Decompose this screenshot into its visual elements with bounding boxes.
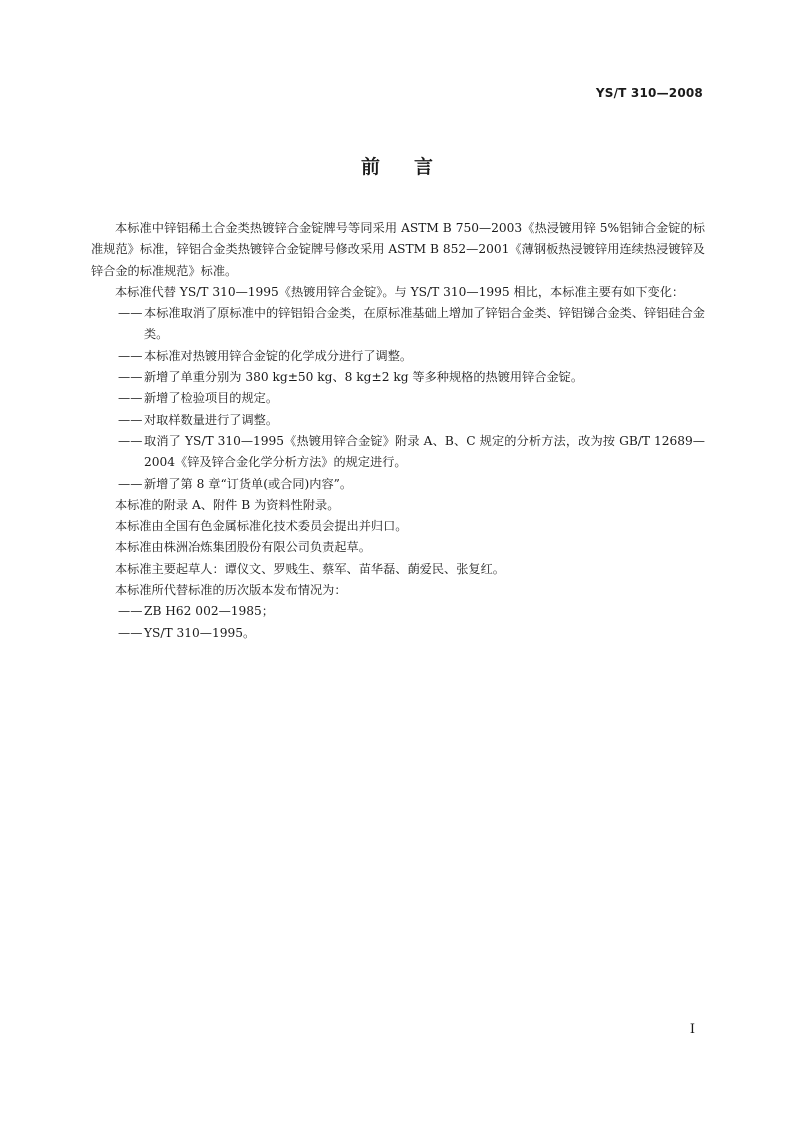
dash-mark: —— [118, 476, 143, 491]
dash-mark: —— [118, 604, 143, 619]
history-item-text: ZB H62 002—1985； [144, 604, 274, 619]
dash-mark: —— [118, 391, 143, 406]
change-item-text: 新增了单重分别为 380 kg±50 kg、8 kg±2 kg 等多种规格的热镀用锌合金锭。 [144, 370, 584, 385]
paragraph-proposer: 本标准由全国有色金属标准化技术委员会提出并归口。 [115, 519, 408, 534]
foreword-body [91, 218, 705, 644]
change-item [91, 367, 705, 388]
change-item-text: 本标准取消了原标准中的锌铝铅合金类，在原标准基础上增加了锌铝合金类、锌铝锑合金类、锌铝硅合金类。 [144, 306, 705, 342]
history-item-text: YS/T 310—1995。 [144, 625, 256, 640]
change-item-text: 新增了第 8 章“订货单(或合同)内容”。 [144, 476, 353, 491]
page-title: 前言 [360, 156, 467, 178]
dash-mark: —— [118, 433, 143, 448]
paragraph-adoption: 本标准中锌铝稀土合金类热镀锌合金锭牌号等同采用 ASTM B 750—2003《热浸镀用锌 5%铝铈合金锭的标准规范》标准，锌铝合金类热镀锌合金锭牌号修改采用 ASTM B 852—2001《薄钢板热浸镀锌用连续热浸镀锌及锌合金的标准规范》标准。 [91, 221, 705, 278]
dash-mark: —— [118, 348, 143, 363]
change-item-text: 新增了检验项目的规定。 [144, 391, 279, 406]
dash-mark: —— [118, 370, 143, 385]
paragraph-history-intro: 本标准所代替标准的历次版本发布情况为： [115, 583, 347, 598]
standard-number: YS/T 310—2008 [595, 86, 703, 100]
change-item [91, 346, 705, 367]
change-item [91, 431, 705, 474]
dash-mark: —— [118, 625, 143, 640]
paragraph-replacement: 本标准代替 YS/T 310—1995《热镀用锌合金锭》。与 YS/T 310—1995 相比，本标准主要有如下变化： [115, 284, 685, 299]
paragraph-drafter-org: 本标准由株洲冶炼集团股份有限公司负责起草。 [115, 540, 371, 555]
change-item-text: 本标准对热镀用锌合金锭的化学成分进行了调整。 [144, 348, 413, 363]
page-number: I [689, 1022, 695, 1037]
dash-mark: —— [118, 306, 143, 321]
dash-mark: —— [118, 412, 143, 427]
change-item [91, 410, 705, 431]
change-item-text: 对取样数量进行了调整。 [144, 412, 279, 427]
change-item [91, 303, 705, 346]
change-item-text: 取消了 YS/T 310—1995《热镀用锌合金锭》附录 A、B、C 规定的分析方法，改为按 GB/T 12689—2004《锌及锌合金化学分析方法》的规定进行。 [144, 433, 705, 470]
history-item [91, 623, 705, 644]
change-item [91, 388, 705, 409]
paragraph-drafters: 本标准主要起草人：谭仪文、罗贱生、蔡军、苗华磊、蓢爱民、张复红。 [115, 561, 505, 576]
change-item [91, 474, 705, 495]
paragraph-appendix: 本标准的附录 A、附件 B 为资料性附录。 [115, 497, 340, 512]
history-item [91, 601, 705, 622]
